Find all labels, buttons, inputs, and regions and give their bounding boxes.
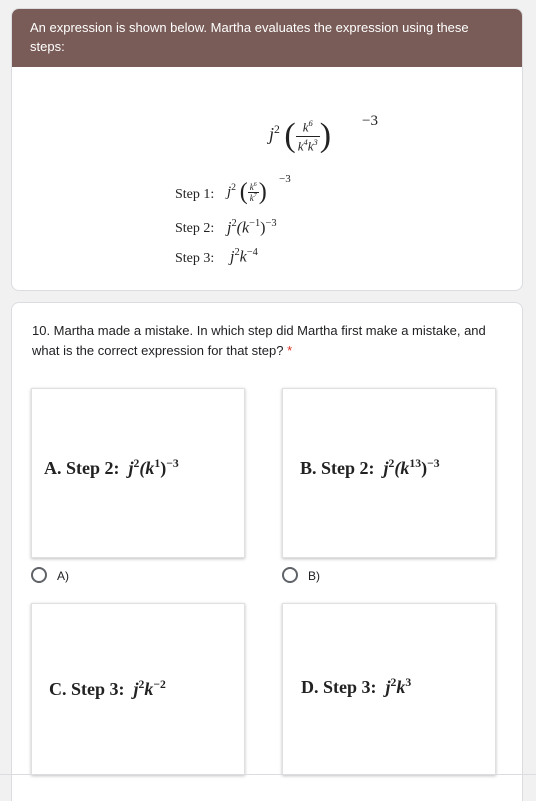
step-2-expression: $j^2(k^{-1})^{-3}$ <box>227 218 277 237</box>
option-a-radio[interactable] <box>31 567 47 583</box>
step-3-expression: $j^2k^{-4}$ <box>230 247 258 266</box>
main-expression: $j^2$ ( $\frac{k^6}{k^4k^3}$ ) <box>269 117 332 154</box>
header-text: An expression is shown below. Martha evaluates the expression using these steps: <box>12 9 522 67</box>
question-header-card <box>11 8 523 291</box>
required-mark: * <box>287 343 293 358</box>
page-bottom-divider <box>0 774 536 775</box>
step-1-outer-exponent: −3 <box>279 173 291 185</box>
option-b-radio[interactable] <box>282 567 298 583</box>
main-outer-exponent: −3 <box>362 113 378 129</box>
option-d-image: D. Step 3: $j^2k^3$ <box>282 603 496 775</box>
step-2-label: Step 2: <box>175 221 215 236</box>
option-b-radio-label[interactable]: B) <box>308 569 320 583</box>
question-card <box>11 302 523 801</box>
step-1-label: Step 1: <box>175 187 215 202</box>
step-3-label: Step 3: <box>175 251 215 266</box>
option-a-image: A. Step 2: $j^2(k^1)^{-3}$ <box>31 388 245 558</box>
option-a-radio-label[interactable]: A) <box>57 569 69 583</box>
option-b-image: B. Step 2: $j^2(k^{13})^{-3}$ <box>282 388 496 558</box>
step-1-expression: $j^2$ ( $\frac{k^6}{k^7}$ ) <box>227 179 267 205</box>
question-text: 10. Martha made a mistake. In which step did Martha first make a mistake, and what is the correct expression for that step? * <box>32 323 486 358</box>
option-c-image: C. Step 3: $j^2k^{-2}$ <box>31 603 245 775</box>
